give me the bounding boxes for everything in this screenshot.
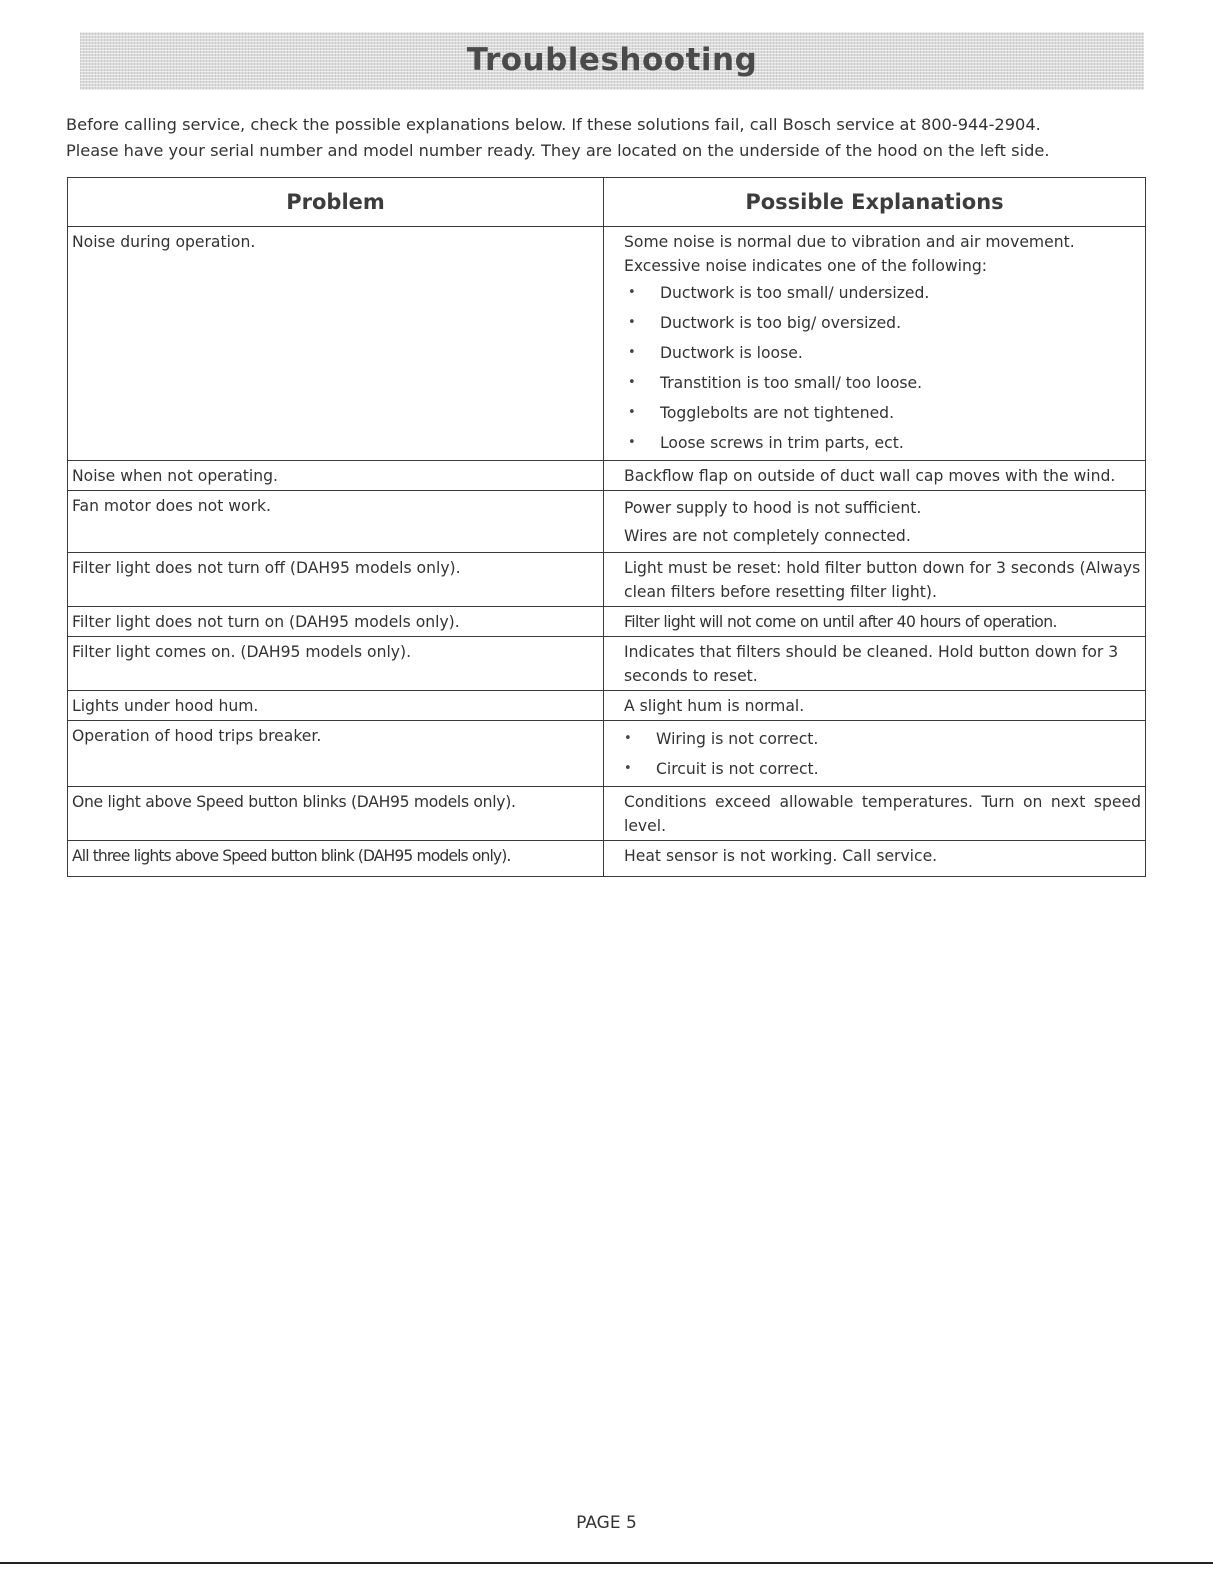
problem-cell: Filter light does not turn off (DAH95 models only).: [68, 553, 604, 607]
intro-line: Before calling service, check the possible explanations below. If these solutions fail, call Bosch service at 800-944-2904.: [66, 115, 1041, 134]
explanation-line: Some noise is normal due to vibration and air movement.: [624, 233, 1075, 251]
problem-cell: One light above Speed button blinks (DAH95 models only).: [68, 787, 604, 841]
table-row: [68, 227, 1146, 461]
table-row: [68, 841, 1146, 877]
table-row: [68, 553, 1146, 607]
explanation-bullet: • Togglebolts are not tightened.: [624, 398, 1141, 428]
table-header-row: [68, 178, 1146, 227]
explanation-cell: [604, 461, 1146, 491]
explanation-line: Conditions exceed allowable temperatures. Turn on next speed level.: [624, 793, 1141, 835]
explanation-cell: [604, 721, 1146, 787]
table-row: [68, 637, 1146, 691]
header-problem: Problem: [68, 178, 604, 227]
problem-cell: Noise when not operating.: [68, 461, 604, 491]
explanation-cell: [604, 491, 1146, 553]
title-banner: [80, 32, 1144, 90]
intro-text: [66, 112, 1156, 164]
bottom-divider: [0, 1562, 1213, 1564]
explanation-line: Power supply to hood is not sufficient.: [624, 499, 922, 517]
explanation-cell: [604, 607, 1146, 637]
explanation-line: Indicates that filters should be cleaned. Hold button down for 3 seconds to reset.: [624, 643, 1119, 685]
table-row: [68, 607, 1146, 637]
explanation-line: Light must be reset: hold filter button down for 3 seconds (Always clean filters before resetting filter light).: [624, 559, 1141, 601]
explanation-bullet: • Loose screws in trim parts, ect.: [624, 428, 1141, 458]
problem-cell: Lights under hood hum.: [68, 691, 604, 721]
table-row: [68, 721, 1146, 787]
explanation-cell: [604, 787, 1146, 841]
problem-cell: Noise during operation.: [68, 227, 604, 461]
explanation-line: Backflow flap on outside of duct wall cap moves with the wind.: [624, 467, 1116, 485]
problem-cell: Fan motor does not work.: [68, 491, 604, 553]
explanation-bullet: • Circuit is not correct.: [620, 754, 1141, 784]
explanation-cell: [604, 691, 1146, 721]
header-explanations: Possible Explanations: [604, 178, 1146, 227]
problem-cell: Operation of hood trips breaker.: [68, 721, 604, 787]
table-row: [68, 461, 1146, 491]
problem-cell: Filter light does not turn on (DAH95 models only).: [68, 607, 604, 637]
explanation-cell: [604, 553, 1146, 607]
explanation-bullet: • Ductwork is loose.: [624, 338, 1141, 368]
table-row: [68, 491, 1146, 553]
explanation-line: A slight hum is normal.: [624, 697, 805, 715]
explanation-line: Wires are not completely connected.: [624, 527, 911, 545]
table-row: [68, 691, 1146, 721]
table-row: [68, 787, 1146, 841]
intro-line: Please have your serial number and model number ready. They are located on the underside of the hood on the left side.: [66, 141, 1050, 160]
explanation-bullet: • Ductwork is too big/ oversized.: [624, 308, 1141, 338]
troubleshooting-table: [67, 177, 1146, 877]
explanation-line: Filter light will not come on until after 40 hours of operation.: [624, 613, 1057, 631]
problem-cell: Filter light comes on. (DAH95 models only).: [68, 637, 604, 691]
page-title: Troubleshooting: [466, 41, 758, 78]
explanation-cell: [604, 227, 1146, 461]
explanation-line: Excessive noise indicates one of the following:: [624, 257, 987, 275]
explanation-cell: [604, 637, 1146, 691]
explanation-bullet: • Wiring is not correct.: [620, 724, 1141, 754]
explanation-cell: [604, 841, 1146, 877]
explanation-line: Heat sensor is not working. Call service.: [624, 847, 938, 865]
explanation-bullet: • Ductwork is too small/ undersized.: [624, 278, 1141, 308]
problem-cell: All three lights above Speed button blink (DAH95 models only).: [68, 841, 604, 877]
explanation-bullet: • Transtition is too small/ too loose.: [624, 368, 1141, 398]
page-number: PAGE 5: [576, 1513, 637, 1533]
